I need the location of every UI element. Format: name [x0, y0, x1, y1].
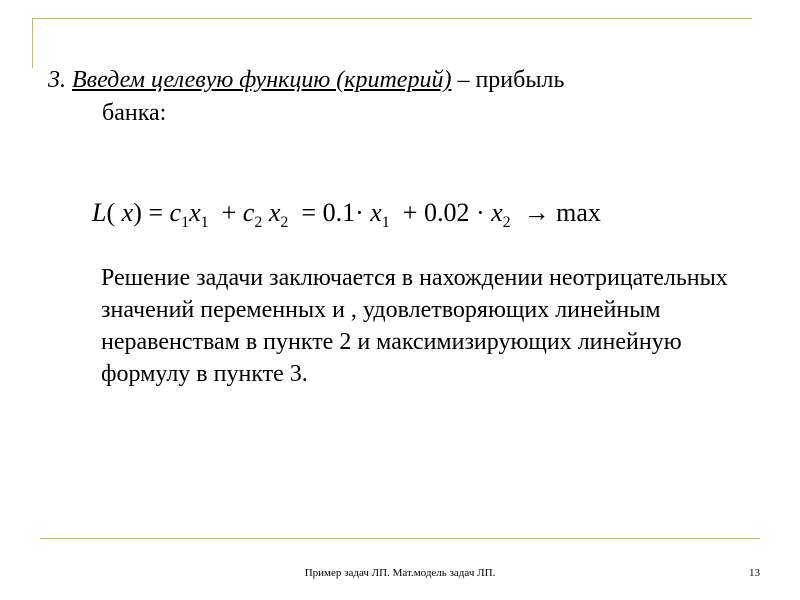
formula-x2-sub: 2 [280, 214, 289, 231]
formula-l: L [92, 198, 107, 227]
page-number: 13 [749, 567, 760, 579]
heading-rest: – прибыль [451, 67, 565, 93]
top-rule [32, 18, 752, 19]
heading-number: 3. [48, 67, 66, 93]
formula-plus2: + [402, 198, 418, 227]
formula-x1-sub: 1 [200, 214, 209, 231]
formula-x: x [121, 198, 134, 227]
footer-rule [40, 538, 760, 539]
solution-paragraph: Решение задачи заключается в нахождении неотрицательных значений переменных и , удовлетворяющих линейным неравенствам в пункте 2 и максимизирующих линейную формулу в пункте 3. [101, 265, 728, 387]
formula-close-paren: ) [133, 198, 142, 227]
heading-continuation: банка: [102, 100, 167, 126]
formula-max: max [556, 198, 601, 227]
heading-emphasis: Введем целевую функцию (критерий) [72, 67, 452, 93]
formula-plus1: + [221, 198, 237, 227]
formula-c1-sub: 1 [181, 214, 190, 231]
formula-open-paren: ( [106, 198, 116, 227]
left-rule [32, 18, 33, 68]
formula-c2-sub: 2 [254, 214, 263, 231]
formula-coef2: 0.02 [423, 198, 470, 227]
formula-eq2: = [301, 198, 317, 227]
formula-x2: x [268, 198, 281, 227]
formula-coef1: 0.1 [322, 198, 356, 227]
formula-x1-b: x [370, 198, 382, 227]
formula-x2-b-sub: 2 [502, 214, 511, 231]
formula-x1: x [189, 198, 201, 227]
formula-x1-b-sub: 1 [381, 214, 390, 231]
formula-arrow: → [523, 198, 550, 227]
formula-c1: c [169, 198, 182, 227]
slide-heading [48, 64, 748, 130]
footer-title: Пример задач ЛП. Мат.модель задач ЛП. [304, 567, 496, 579]
formula-dot2: · [475, 198, 485, 227]
formula-dot1: · [355, 198, 364, 227]
formula-eq1: = [148, 198, 164, 227]
formula-x2-b: x [491, 198, 503, 227]
objective-formula [92, 198, 732, 238]
formula-c2: c [242, 198, 255, 227]
